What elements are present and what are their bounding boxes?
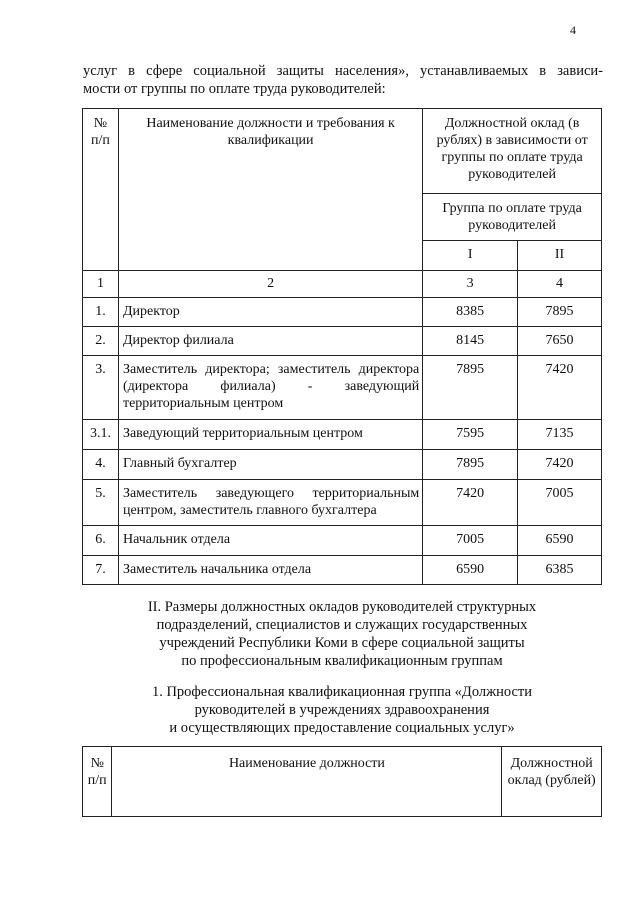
row-name: Главный бухгалтер bbox=[118, 450, 422, 480]
table-header-row bbox=[83, 747, 602, 817]
row-num: 7. bbox=[83, 556, 119, 585]
salary-table-positions bbox=[82, 746, 602, 817]
row-value-2: 7650 bbox=[518, 327, 602, 356]
header-salary: Должностной оклад (в рублях) в зависимости от группы по оплате труда руководителей bbox=[423, 109, 602, 194]
section-2-line: подразделений, специалистов и служащих государственных bbox=[156, 617, 528, 633]
table-row bbox=[83, 356, 602, 420]
row-name: Заместитель начальника отдела bbox=[118, 556, 422, 585]
row-value-1: 6590 bbox=[423, 556, 518, 585]
row-name: Заведующий территориальным центром bbox=[118, 420, 422, 450]
row-num: 3.1. bbox=[83, 420, 119, 450]
row-value-2: 7420 bbox=[518, 356, 602, 420]
row-name: Директор филиала bbox=[118, 327, 422, 356]
header-name: Наименование должности bbox=[112, 747, 502, 817]
row-num: 5. bbox=[83, 480, 119, 526]
row-value-2: 7895 bbox=[518, 298, 602, 327]
header-group: Группа по оплате труда руководителей bbox=[423, 194, 602, 241]
row-name: Заместитель директора; заместитель директора (директора филиала) - заведующий территориальным центром bbox=[118, 356, 422, 420]
intro-line-1: услуг в сфере социальной защиты населения», устанавливаемых в зависи- bbox=[83, 63, 603, 79]
row-value-2: 7420 bbox=[518, 450, 602, 480]
header-num: № п/п bbox=[83, 747, 112, 817]
table-row bbox=[83, 526, 602, 556]
header-salary: Должностной оклад (рублей) bbox=[502, 747, 602, 817]
intro-paragraph bbox=[83, 62, 603, 98]
row-value-2: 7005 bbox=[518, 480, 602, 526]
row-value-1: 7895 bbox=[423, 450, 518, 480]
row-num: 2. bbox=[83, 327, 119, 356]
section-2-line: учреждений Республики Коми в сфере социальной защиты bbox=[159, 635, 525, 651]
header-group-1: I bbox=[423, 241, 518, 271]
subsection-1-line: 1. Профессиональная квалификационная группа «Должности bbox=[151, 684, 533, 700]
row-name: Заместитель заведующего территориальным центром, заместитель главного бухгалтера bbox=[118, 480, 422, 526]
table-header-row bbox=[83, 109, 602, 194]
table-row bbox=[83, 556, 602, 585]
header-group-2: II bbox=[518, 241, 602, 271]
row-value-1: 7895 bbox=[423, 356, 518, 420]
row-value-1: 8385 bbox=[423, 298, 518, 327]
colnum-2: 2 bbox=[118, 271, 422, 298]
table-row bbox=[83, 480, 602, 526]
row-name: Директор bbox=[118, 298, 422, 327]
row-num: 1. bbox=[83, 298, 119, 327]
row-value-1: 7005 bbox=[423, 526, 518, 556]
row-num: 3. bbox=[83, 356, 119, 420]
table-row bbox=[83, 420, 602, 450]
intro-line-2: мости от группы по оплате труда руководителей: bbox=[83, 81, 386, 97]
row-value-2: 6385 bbox=[518, 556, 602, 585]
row-value-2: 7135 bbox=[518, 420, 602, 450]
header-num: № п/п bbox=[83, 109, 119, 271]
row-num: 4. bbox=[83, 450, 119, 480]
section-2-heading bbox=[82, 598, 602, 670]
header-name: Наименование должности и требования к квалификации bbox=[118, 109, 422, 271]
table-row bbox=[83, 298, 602, 327]
row-num: 6. bbox=[83, 526, 119, 556]
section-2-line: II. Размеры должностных окладов руководителей структурных bbox=[147, 599, 537, 615]
subsection-1-heading bbox=[82, 683, 602, 737]
row-name: Начальник отдела bbox=[118, 526, 422, 556]
row-value-2: 6590 bbox=[518, 526, 602, 556]
colnum-3: 3 bbox=[423, 271, 518, 298]
table-row bbox=[83, 450, 602, 480]
colnum-4: 4 bbox=[518, 271, 602, 298]
row-value-1: 7420 bbox=[423, 480, 518, 526]
subsection-1-line: и осуществляющих предоставление социальных услуг» bbox=[169, 720, 515, 736]
row-value-1: 8145 bbox=[423, 327, 518, 356]
colnum-1: 1 bbox=[83, 271, 119, 298]
salary-table-managers bbox=[82, 108, 602, 585]
column-number-row bbox=[83, 271, 602, 298]
table-row bbox=[83, 327, 602, 356]
section-2-line: по профессиональным квалификационным группам bbox=[181, 653, 503, 669]
page-number: 4 bbox=[570, 23, 576, 37]
subsection-1-line: руководителей в учреждениях здравоохранения bbox=[194, 702, 490, 718]
row-value-1: 7595 bbox=[423, 420, 518, 450]
